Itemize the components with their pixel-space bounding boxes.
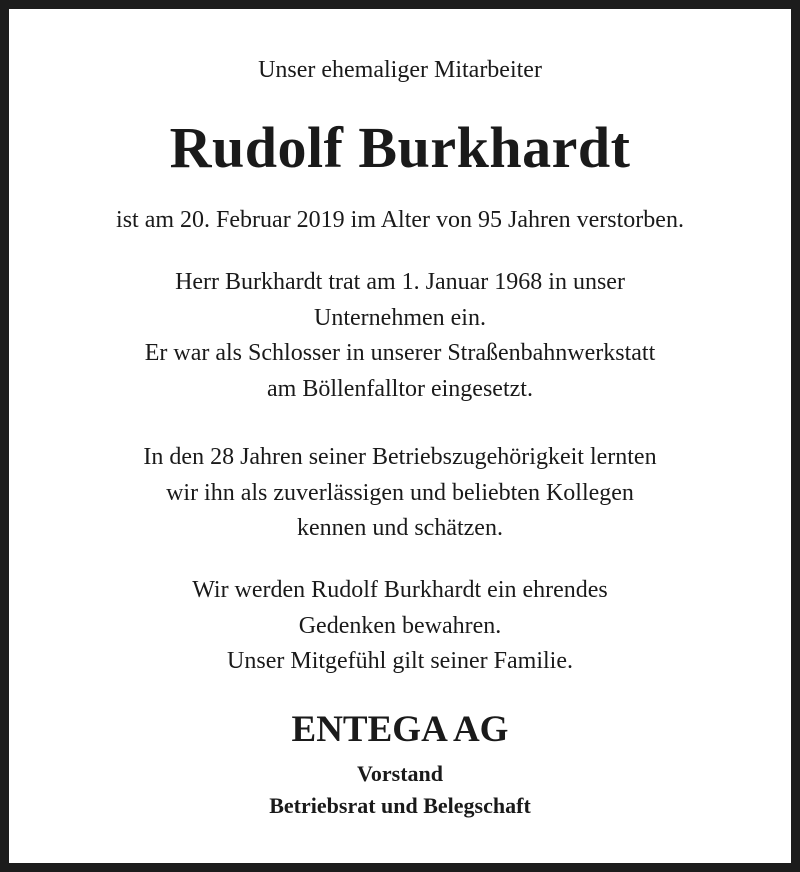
paragraph-line: Unser Mitgefühl gilt seiner Familie. [227,648,573,674]
company-name: ENTEGA AG [291,709,509,750]
deceased-name: Rudolf Burkhardt [169,115,631,180]
paragraph-line: Unternehmen ein. [314,304,486,331]
paragraph-line: In den 28 Jahren seiner Betriebszugehörigkeit lernten [143,444,657,470]
intro-line: Unser ehemaliger Mitarbeiter [258,57,542,83]
death-announcement: ist am 20. Februar 2019 im Alter von 95 Jahren verstorben. [116,207,684,233]
signatory-council-staff: Betriebsrat und Belegschaft [269,793,531,818]
paragraph-line: am Böllenfalltor eingesetzt. [267,375,533,402]
signatory-board: Vorstand [357,761,443,786]
paragraph-line: wir ihn als zuverlässigen und beliebten Kollegen [166,479,634,506]
appreciation-paragraph [0,440,800,547]
condolence-paragraph [0,573,800,680]
paragraph-line: Herr Burkhardt trat am 1. Januar 1968 in unser [175,269,625,295]
paragraph-line: kennen und schätzen. [297,515,503,541]
paragraph-line: Er war als Schlosser in unserer Straßenbahnwerkstatt [144,340,656,366]
employment-paragraph [0,265,800,407]
paragraph-line: Gedenken bewahren. [298,612,502,639]
paragraph-line: Wir werden Rudolf Burkhardt ein ehrendes [192,577,608,603]
